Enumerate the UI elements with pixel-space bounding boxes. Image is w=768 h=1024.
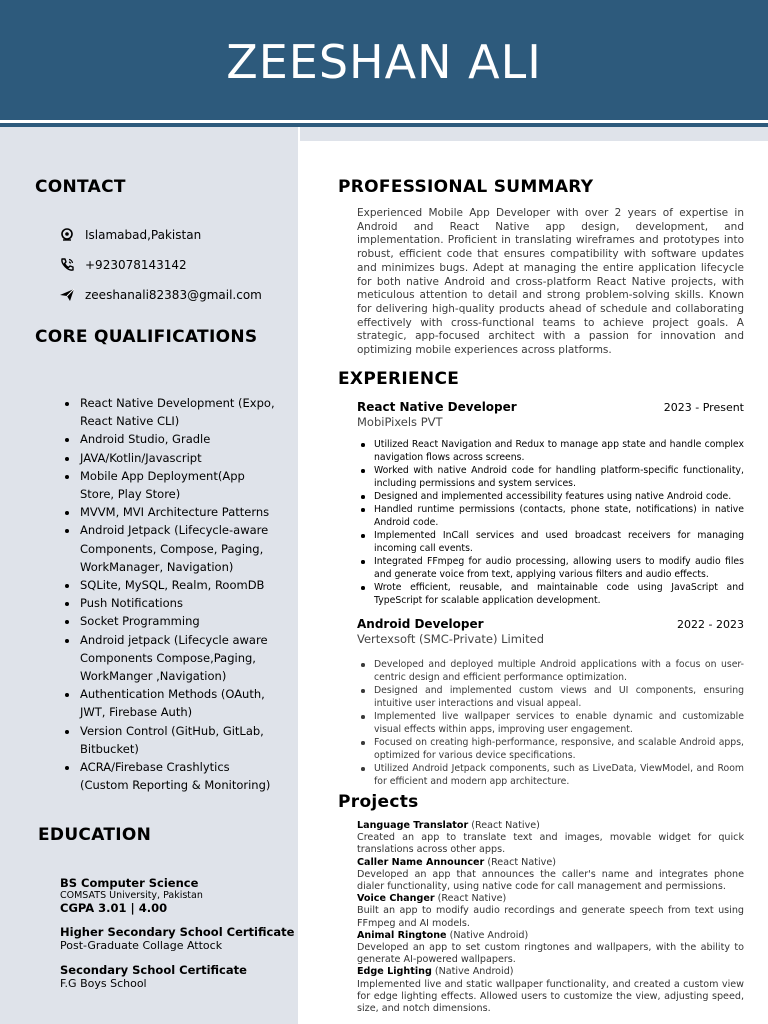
project-tech: (React Native) — [484, 856, 556, 868]
qualification-item: React Native Development (Expo, React Native CLI) — [60, 394, 275, 430]
education-degree: Secondary School Certificate — [60, 963, 247, 977]
header-banner — [0, 0, 768, 120]
column-divider — [298, 127, 300, 1024]
project-item — [357, 857, 744, 894]
education-school: F.G Boys School — [60, 977, 147, 990]
job-dates: 2023 - Present — [663, 401, 744, 414]
job-bullet: Utilized Android Jetpack components, such as LiveData, ViewModel, and Room for efficient and modern app architecture. — [357, 762, 744, 788]
job-bullet: Designed and implemented custom views and UI components, ensuring intuitive user interactions and visual appeal. — [357, 684, 744, 710]
phone-icon — [58, 257, 76, 273]
project-item — [357, 893, 744, 930]
project-description: Built an app to modify audio recordings and generate speech from text using FFmpeg and AI models. — [357, 905, 744, 929]
project-description: Developed an app to set custom ringtones and wallpapers, with the ability to generate AI-powered wallpapers. — [357, 942, 744, 966]
job-company: MobiPixels PVT — [357, 415, 443, 429]
qualification-item: SQLite, MySQL, Realm, RoomDB — [60, 576, 275, 594]
experience-heading: EXPERIENCE — [338, 369, 460, 389]
project-name: Voice Changer — [357, 893, 435, 905]
job-bullet: Handled runtime permissions (contacts, phone state, notifications) in native Android code. — [357, 503, 744, 529]
job-bullet: Worked with native Android code for handling platform-specific functionality, including permissions and system services. — [357, 464, 744, 490]
project-header — [357, 966, 744, 978]
project-tech: (React Native) — [434, 893, 507, 905]
projects-heading: Projects — [338, 792, 419, 812]
project-header — [357, 857, 744, 869]
projects-list — [357, 820, 744, 1015]
project-item — [357, 820, 744, 857]
project-name: Caller Name Announcer — [357, 856, 485, 868]
education-entry — [60, 925, 294, 952]
email-icon — [58, 287, 76, 303]
job-role: React Native Developer — [357, 400, 517, 414]
qualification-item: ACRA/Firebase Crashlytics (Custom Reporting & Monitoring) — [60, 758, 275, 794]
qualification-item: Version Control (GitHub, GitLab, Bitbucket) — [60, 722, 275, 758]
project-header — [357, 893, 744, 905]
project-header — [357, 820, 744, 832]
location-text: Islamabad,Pakistan — [85, 228, 202, 242]
contact-heading: CONTACT — [35, 177, 126, 197]
project-name: Language Translator — [357, 820, 469, 831]
location-icon — [58, 227, 76, 243]
project-item — [357, 930, 744, 967]
qualification-item: Android Studio, Gradle — [60, 430, 275, 448]
qualification-item: Android Jetpack (Lifecycle-aware Components, Compose, Paging, WorkManager, Navigation) — [60, 521, 275, 576]
phone-text: +923078143142 — [85, 258, 187, 272]
job-bullet: Developed and deployed multiple Android applications with a focus on user-centric design and efficient performance optimization. — [357, 658, 744, 684]
qualification-item: Authentication Methods (OAuth, JWT, Firebase Auth) — [60, 685, 275, 721]
education-degree: BS Computer Science — [60, 876, 199, 890]
project-item — [357, 966, 744, 1015]
job-role: Android Developer — [357, 617, 484, 631]
education-school: Post-Graduate Collage Attock — [60, 939, 223, 952]
project-tech: (Native Android) — [446, 929, 529, 941]
contact-phone — [58, 257, 187, 273]
education-entry — [60, 963, 247, 990]
core-qualifications-heading: CORE QUALIFICATIONS — [35, 327, 258, 347]
job-company: Vertexsoft (SMC-Private) Limited — [357, 632, 545, 646]
job-bullet: Wrote efficient, reusable, and maintainable code using JavaScript and TypeScript for scalable application development. — [357, 581, 744, 607]
job-bullet: Implemented InCall services and used broadcast receivers for managing incoming call events. — [357, 529, 744, 555]
job-bullets — [357, 658, 744, 788]
project-description: Developed an app that announces the caller's name and integrates phone dialer functionality, using native code for call management and permissions. — [357, 868, 744, 893]
main-top-strip — [300, 127, 768, 141]
contact-email — [58, 287, 262, 303]
summary-text: Experienced Mobile App Developer with over 2 years of expertise in Android and React Native app design, development, and implementation. Proficient in translating wireframes and prototypes into robust, efficient code that ensures compatibility with software updates and minimizes bugs. Adept at managing the entire application lifecycle for both native Android and cross-platform React Native projects, with meticulous attention to detail and strong problem-solving skills. Known for delivering high-quality products ahead of schedule and collaborating effectively with cross-functional teams to achieve project goals. A strategic, app-focused architect with a passion for innovation and optimizing mobile experiences across platforms. — [357, 207, 744, 357]
education-degree: Higher Secondary School Certificate — [60, 925, 295, 939]
job-dates: 2022 - 2023 — [677, 618, 744, 631]
project-name: Edge Lighting — [357, 966, 432, 978]
core-qualifications-list — [60, 394, 275, 794]
candidate-name: ZEESHAN ALI — [226, 35, 542, 89]
email-text: zeeshanali82383@gmail.com — [85, 288, 262, 302]
qualification-item: Mobile App Deployment(App Store, Play Store) — [60, 467, 275, 503]
project-header — [357, 930, 744, 942]
project-tech: (React Native) — [468, 820, 540, 831]
project-description: Implemented live and static wallpaper functionality, and created a custom view for edge lighting effects. Allowed users to customize the view, adjusting speed, size, and notch dimensions. — [357, 978, 744, 1015]
education-gpa: CGPA 3.01 | 4.00 — [60, 901, 168, 915]
education-entry — [60, 876, 203, 915]
project-description: Created an app to translate text and images, movable widget for quick translations across other apps. — [357, 832, 744, 856]
qualification-item: Push Notifications — [60, 594, 275, 612]
job-bullet: Utilized React Navigation and Redux to manage app state and handle complex navigation flows across screens. — [357, 438, 744, 464]
job-bullet: Designed and implemented accessibility features using native Android code. — [357, 490, 744, 503]
job-bullet: Implemented live wallpaper services to enable dynamic and customizable visual effects within apps, improving user engagement. — [357, 710, 744, 736]
education-heading: EDUCATION — [38, 825, 152, 845]
project-name: Animal Ringtone — [357, 929, 447, 941]
summary-heading: PROFESSIONAL SUMMARY — [338, 177, 594, 197]
qualification-item: Socket Programming — [60, 612, 275, 630]
qualification-item: Android jetpack (Lifecycle aware Components Compose,Paging, WorkManger ,Navigation) — [60, 631, 275, 686]
job-bullets — [357, 438, 744, 607]
qualification-item: MVVM, MVI Architecture Patterns — [60, 503, 275, 521]
job-bullet: Integrated FFmpeg for audio processing, allowing users to modify audio files and generate voice from text, applying various filters and audio effects. — [357, 555, 744, 581]
job-bullet: Focused on creating high-performance, responsive, and scalable Android apps, optimized for various device specifications. — [357, 736, 744, 762]
contact-location — [58, 227, 201, 243]
project-tech: (Native Android) — [431, 966, 514, 978]
education-school: COMSATS University, Pakistan — [60, 890, 203, 901]
qualification-item: JAVA/Kotlin/Javascript — [60, 449, 275, 467]
